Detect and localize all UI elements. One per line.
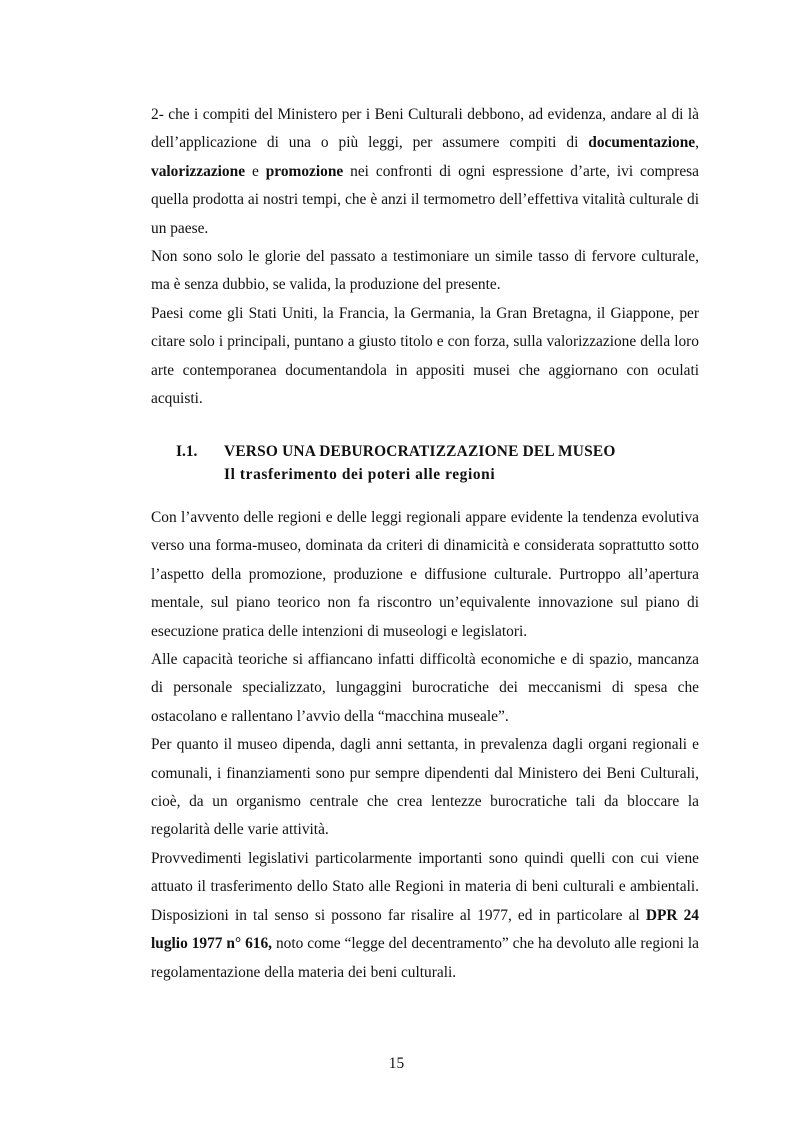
paragraph: Alle capacità teoriche si affiancano infatti difficoltà economiche e di spazio, mancanza di personale specializzato, lungaggini burocratiche dei meccanismi di spesa che ostacolano e rallentano l’avvio della “macchina museale”. [151,651,699,725]
bold-term: promozione [265,162,344,180]
bold-term: valorizzazione [151,162,246,180]
section-title: VERSO UNA DEBUROCRATIZZAZIONE DEL MUSEO [224,443,616,460]
bold-term: documentazione [588,134,696,152]
paragraph: Provvedimenti legislativi particolarmente importanti sono quindi quelli con cui viene attuato il trasferimento dello Stato alle Regioni in materia di beni culturali e ambientali. Disposizioni in tal senso si possono far risalire al 1977, ed in particolare al DPR 24 luglio 1977 n° 616, noto come “legge del decentramento” che ha devoluto alle regioni la regolamentazione della materia dei beni culturali. [151,849,699,981]
section-subtitle: Il trasferimento dei poteri alle regioni [224,466,496,483]
section-number: I.1. [176,443,198,460]
paragraph: Per quanto il museo dipenda, dagli anni settanta, in prevalenza dagli organi regionali e comunali, i finanziamenti sono pur sempre dipendenti dal Ministero dei Beni Culturali, cioè, da un organismo centrale che crea lentezze burocratiche tali da bloccare la regolarità delle varie attività. [151,736,699,839]
paragraph: Non sono solo le glorie del passato a testimoniare un simile tasso di fervore culturale, ma è senza dubbio, se valida, la produzione del presente. [151,248,699,294]
section-heading [176,440,736,486]
intro-text-block [151,101,699,413]
paragraph: Paesi come gli Stati Uniti, la Francia, la Germania, la Gran Bretagna, il Giappone, per citare solo i principali, puntano a giusto titolo e con forza, sulla valorizzazione della loro arte contemporanea documentandola in appositi musei che aggiornano con oculati acquisti. [151,304,699,408]
bold-term: DPR 24 luglio 1977 n° 616, [151,906,699,953]
body-text-block [151,504,699,987]
paragraph: Con l’avvento delle regioni e delle leggi regionali appare evidente la tendenza evolutiva verso una forma-museo, dominata da criteri di dinamicità e considerata soprattutto sotto l’aspetto della promozione, produzione e diffusione culturale. Purtroppo all’apertura mentale, sul piano teorico non fa riscontro un’equivalente innovazione sul piano di esecuzione pratica delle intenzioni di museologi e legislatori. [151,509,699,640]
paragraph: 2- che i compiti del Ministero per i Beni Culturali debbono, ad evidenza, andare al di là dell’applicazione di una o più leggi, per assumere compiti di documentazione, valorizzazione e promozione nei confronti di ogni espressione d’arte, ivi compresa quella prodotta ai nostri tempi, che è anzi il termometro dell’effettiva vitalità culturale di un paese. [151,106,700,237]
page-number: 15 [388,1055,405,1072]
